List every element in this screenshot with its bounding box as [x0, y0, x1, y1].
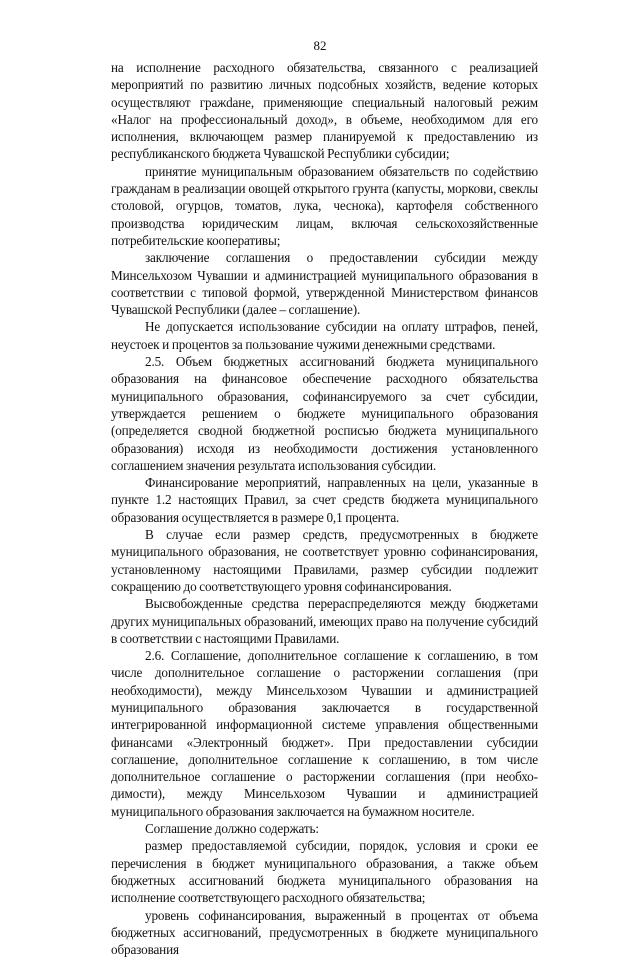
paragraph-continuation: на исполнение расходного обязательства, связанного с реализацией мероприятий по развитию личных подсобных хозяйств, ведение которых осуществляют гражdане, применяющие специальный налоговый режим «Налог на профессиональный доход», в объеме, необходимом для его исполнения, включающем размер планируемой к предоставлению из республиканского бюджета Чувашской Республики субсидии;: [111, 60, 538, 162]
paragraph-financing-share: Финансирование мероприятий, направленных на цели, указанные в пункте 1.2 настоящих Правил, за счет средств бюджета муниципального образования осуществляется в размере 0,1 процента.: [111, 475, 538, 525]
paragraph-prohibited-use: Не допускается использование субсидии на оплату штрафов, пеней, неустоек и процентов за пользование чужими денежными средствами.: [111, 319, 538, 352]
paragraph-cofinancing-level: уровень софинансирования, выраженный в процентах от объема бюджетных ассигнований, предусмотренных в бюджете муниципального образования: [111, 907, 538, 958]
paragraph-2-5: 2.5. Объем бюджетных ассигнований бюджета муниципального образования на финансовое обеспечение расходного обязательства муниципального образования, софинансируемого за счет субсидии, утверждается решением о бюджете муниципального образования (определяется сводной бюджетной росписью бюджета муниципального образования) исходя из необходимости достижения установленного соглашением значения результата использования субсидии.: [111, 354, 538, 473]
paragraph-agreement-conclusion: заключение соглашения о предоставлении субсидии между Минсельхозом Чувашии и администрацией муниципального образования в соответствии с типовой формой, утвержденной Министерством финансов Чувашской Республики (далее – соглашение).: [111, 250, 538, 318]
page-number: 82: [313, 38, 327, 53]
paragraph-subsidy-amount: размер предоставляемой субсидии, порядок, условия и сроки ее перечисления в бюджет муниципального образования, а также объем бюджетных ассигнований бюджета муниципального образования на исполнение соответствующего расходного обязательства;: [111, 838, 538, 906]
paragraph-2-6: 2.6. Соглашение, дополнительное соглашение к соглашению, в том числе дополнительное соглашение о расторжении соглашения (при необходимости), между Минсельхозом Чувашии и администрацией муниципального образования заключается в государственной интегрированной информационной системе управления общественными финансами «Электронный бюджет». При предоставлении субсидии соглашение, дополнительное соглашение к соглашению, в том числе дополнительное соглашение о расторжении соглашения (при необходимости), между Минсельхозом Чувашии и администрацией муниципального образования заключается на бумажном носителе.: [111, 648, 538, 819]
paragraph-reduction: В случае если размер средств, предусмотренных в бюджете муниципального образования, не соответствует уровню софинансирования, установленному настоящими Правилами, размер субсидии подлежит сокращению до соответствующего уровня софинансирования.: [111, 527, 538, 594]
paragraph-agreement-contents: Соглашение должно содержать:: [145, 821, 319, 837]
paragraph-obligation-vegetables: принятие муниципальным образованием обязательств по содействию гражданам в реализации овощей открытого грунта (капусты, моркови, свеклы столовой, огурцов, томатов, лука, чеснока), картофеля собственного производства юридическим лицам, включая сельскохозяйственные потребительские кооперативы;: [111, 163, 538, 248]
paragraph-redistribution: Высвобожденные средства перераспределяются между бюджетами других муниципальных образований, имеющих право на получение субсидий в соответствии с настоящими Правилами.: [111, 596, 538, 646]
page-body: [111, 59, 538, 958]
